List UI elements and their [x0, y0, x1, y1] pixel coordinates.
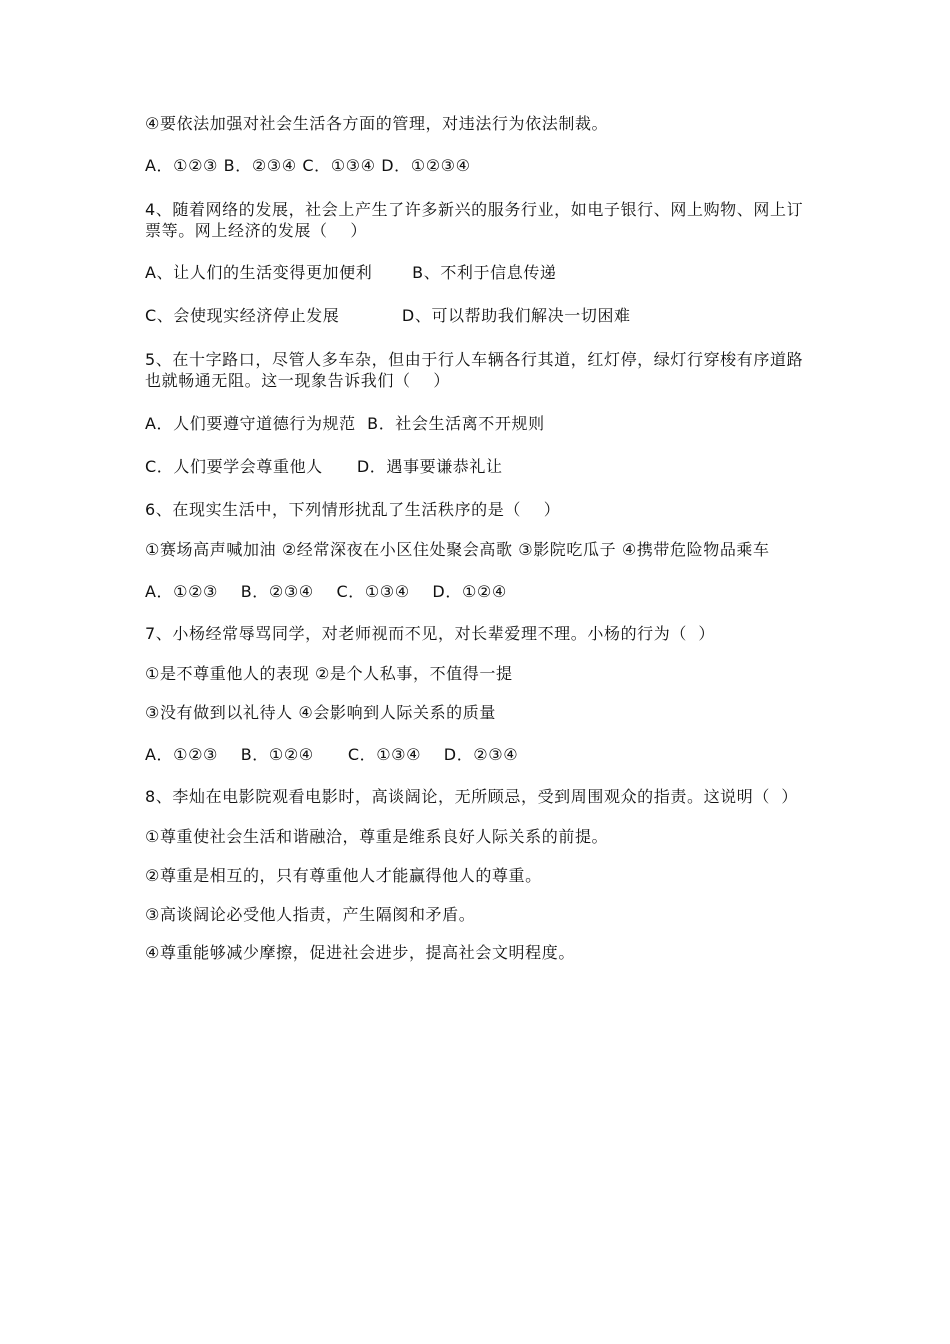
q7-stem: 7、小杨经常辱骂同学，对老师视而不见，对长辈爱理不理。小杨的行为（ ） — [145, 624, 715, 643]
q4-options-cd: C、会使现实经济停止发展 D、可以帮助我们解决一切困难 — [145, 306, 631, 325]
q7-statements-34: ③没有做到以礼待人 ④会影响到人际关系的质量 — [145, 703, 496, 722]
statement-4: ④要依法加强对社会生活各方面的管理，对违法行为依法制裁。 — [145, 114, 609, 133]
q5-stem: 5、在十字路口，尽管人多车杂，但由于行人车辆各行其道，红灯停，绿灯行穿梭有序道路 — [145, 350, 804, 369]
q8-statement-3: ③高谈阔论必受他人指责，产生隔阂和矛盾。 — [145, 905, 476, 924]
q4-stem-cont: 票等。网上经济的发展（ ） — [145, 221, 367, 240]
q6-options: A．①②③ B．②③④ C．①③④ D．①②④ — [145, 582, 507, 601]
q6-stem: 6、在现实生活中，下列情形扰乱了生活秩序的是（ ） — [145, 500, 561, 519]
q8-statement-1: ①尊重使社会生活和谐融洽，尊重是维系良好人际关系的前提。 — [145, 827, 609, 846]
q5-options-ab: A．人们要遵守道德行为规范 B．社会生活离不开规则 — [145, 414, 545, 433]
q7-options: A．①②③ B．①②④ C．①③④ D．②③④ — [145, 745, 519, 764]
q8-statement-2: ②尊重是相互的，只有尊重他人才能赢得他人的尊重。 — [145, 866, 542, 885]
q5-stem-cont: 也就畅通无阻。这一现象告诉我们（ ） — [145, 371, 450, 390]
q5-options-cd: C．人们要学会尊重他人 D．遇事要谦恭礼让 — [145, 457, 503, 476]
q3-options: A．①②③ B．②③④ C．①③④ D．①②③④ — [145, 156, 471, 175]
q7-statements-12: ①是不尊重他人的表现 ②是个人私事，不值得一提 — [145, 664, 513, 683]
q4-stem: 4、随着网络的发展，社会上产生了许多新兴的服务行业，如电子银行、网上购物、网上订 — [145, 200, 804, 219]
q8-statement-4: ④尊重能够减少摩擦，促进社会进步，提高社会文明程度。 — [145, 943, 575, 962]
q8-stem: 8、李灿在电影院观看电影时，高谈阔论，无所顾忌，受到周围观众的指责。这说明（ ） — [145, 787, 798, 806]
q6-statements: ①赛场高声喊加油 ②经常深夜在小区住处聚会高歌 ③影院吃瓜子 ④携带危险物品乘车 — [145, 540, 770, 559]
q4-options-ab: A、让人们的生活变得更加便利 B、不利于信息传递 — [145, 263, 557, 282]
